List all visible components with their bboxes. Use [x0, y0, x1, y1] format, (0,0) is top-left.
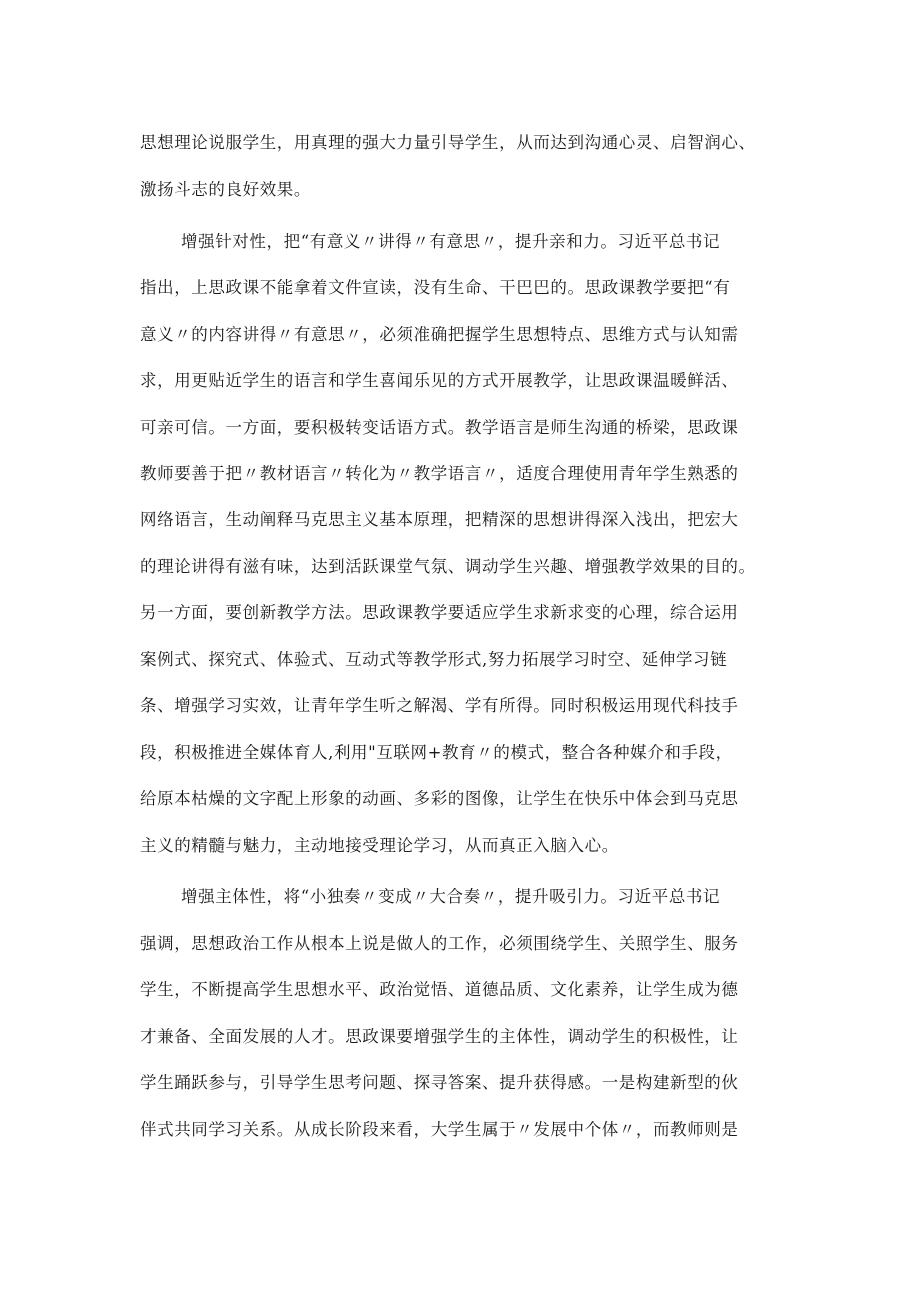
text-line: 另一方面，要创新教学方法。思政课教学要适应学生求新求变的心理，综合运用	[140, 603, 739, 622]
text-line: 网络语言，生动阐释马克思主义基本原理，把精深的思想讲得深入浅出，把宏大	[140, 510, 739, 529]
text-line: 教师要善于把〃教材语言〃转化为〃教学语言〃，适度合理使用青年学生熟悉的	[140, 464, 739, 483]
paragraph-first-line: 增强主体性，将“小独奏〃变成〃大合奏〃，提升吸引力。习近平总书记	[181, 887, 721, 906]
text-line: 学生踊跃参与，引导学生思考问题、探寻答案、提升获得感。一是构建新型的伙	[140, 1073, 739, 1092]
text-line: 强调，思想政治工作从根本上说是做人的工作，必须围绕学生、关照学生、服务	[140, 934, 739, 953]
text-line: 指出，上思政课不能拿着文件宣读，没有生命、干巴巴的。思政课教学要把“有	[140, 278, 731, 297]
text-line: 段，积极推进全媒体育人,利用"互联网+教育〃的模式，整合各种媒介和手段，	[140, 743, 733, 762]
text-line: 案例式、探究式、体验式、互动式等教学形式,努力拓展学习时空、延伸学习链	[140, 650, 728, 669]
paragraph-first-line: 增强针对性，把“有意义〃讲得〃有意思〃，提升亲和力。习近平总书记	[181, 232, 721, 251]
text-line: 学生，不断提高学生思想水平、政治觉悟、道德品质、文化素养，让学生成为德	[140, 980, 739, 999]
text-line: 主义的精髓与魅力，主动地接受理论学习，从而真正入脑入心。	[140, 836, 619, 855]
text-line: 意义〃的内容讲得〃有意思〃，必须准确把握学生思想特点、思维方式与认知需	[140, 325, 739, 344]
text-line: 可亲可信。一方面，要积极转变话语方式。教学语言是师生沟通的桥梁，思政课	[140, 418, 739, 437]
text-line: 的理论讲得有滋有味，达到活跃课堂气氛、调动学生兴趣、增强教学效果的目的。	[140, 557, 756, 576]
text-line: 思想理论说服学生，用真理的强大力量引导学生，从而达到沟通心灵、启智润心、	[140, 133, 756, 152]
text-line: 伴式共同学习关系。从成长阶段来看，大学生属于〃发展中个体〃，而教师则是	[140, 1120, 739, 1139]
text-line: 激扬斗志的良好效果。	[140, 180, 311, 199]
text-line: 求，用更贴近学生的语言和学生喜闻乐见的方式开展教学，让思政课温暖鲜活、	[140, 371, 739, 390]
text-line: 才兼备、全面发展的人才。思政课要增强学生的主体性，调动学生的积极性，让	[140, 1027, 739, 1046]
text-line: 给原本枯燥的文字配上形象的动画、多彩的图像，让学生在快乐中体会到马克思	[140, 789, 739, 808]
text-line: 条、增强学习实效，让青年学生听之解渴、学有所得。同时积极运用现代科技手	[140, 696, 739, 715]
